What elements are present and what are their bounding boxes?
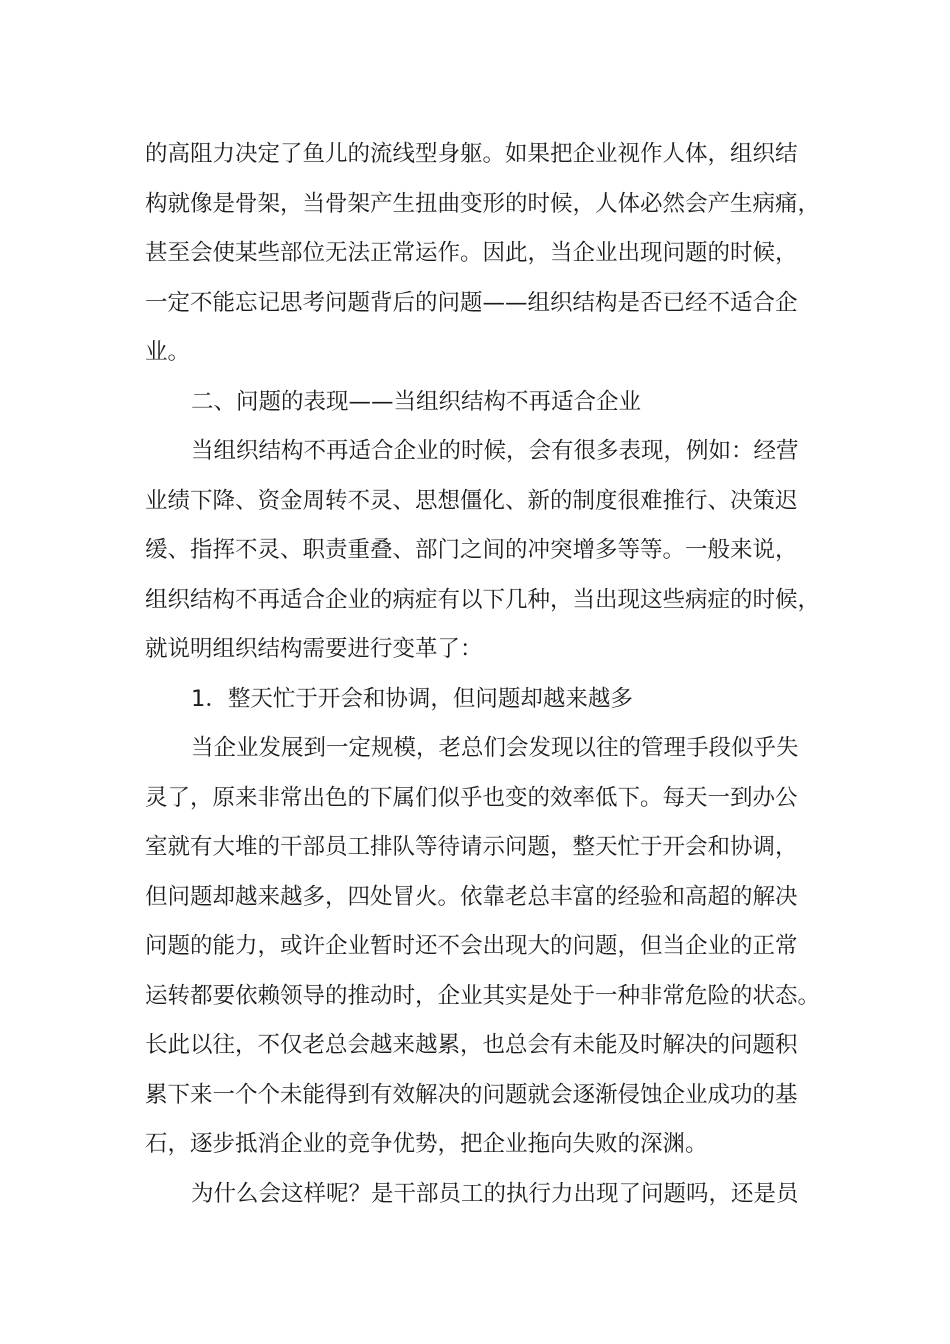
text-line: 石，逐步抵消企业的竞争优势，把企业拖向失败的深渊。 (145, 1131, 708, 1157)
text-line: 但问题却越来越多，四处冒火。依靠老总丰富的经验和高超的解决 (145, 883, 798, 910)
text-line: 为什么会这样呢？是干部员工的执行力出现了问题吗，还是员 (191, 1180, 799, 1207)
text-line: 业。 (145, 339, 191, 365)
text-line: 1．整天忙于开会和协调，但问题却越来越多 (191, 685, 633, 712)
text-line: 业绩下降、资金周转不灵、思想僵化、新的制度很难推行、决策迟 (145, 487, 798, 514)
text-line: 一定不能忘记思考问题背后的问题——组织结构是否已经不适合企 (145, 289, 798, 316)
text-line: 缓、指挥不灵、职责重叠、部门之间的冲突增多等等。一般来说， (145, 537, 798, 563)
text-line: 当组织结构不再适合企业的时候，会有很多表现，例如：经营 (191, 438, 799, 464)
text-line: 构就像是骨架，当骨架产生扭曲变形的时候，人体必然会产生病痛， (145, 190, 821, 217)
text-line: 室就有大堆的干部员工排队等待请示问题，整天忙于开会和协调， (145, 834, 798, 860)
text-line: 就说明组织结构需要进行变革了： (145, 636, 483, 662)
text-line: 组织结构不再适合企业的病症有以下几种，当出现这些病症的时候， (145, 586, 821, 613)
text-line: 长此以往，不仅老总会越来越累，也总会有未能及时解决的问题积 (145, 1032, 798, 1058)
text-line: 灵了，原来非常出色的下属们似乎也变的效率低下。每天一到办公 (145, 784, 798, 811)
text-line: 累下来一个个未能得到有效解决的问题就会逐渐侵蚀企业成功的基 (145, 1081, 798, 1108)
text-line: 问题的能力，或许企业暂时还不会出现大的问题，但当企业的正常 (145, 933, 798, 959)
body-text (145, 130, 821, 1219)
text-line: 运转都要依赖领导的推动时，企业其实是处于一种非常危险的状态。 (145, 982, 821, 1009)
text-line: 二、问题的表现——当组织结构不再适合企业 (191, 388, 642, 415)
text-line: 的高阻力决定了鱼儿的流线型身躯。如果把企业视作人体，组织结 (145, 141, 798, 167)
text-line: 甚至会使某些部位无法正常运作。因此，当企业出现问题的时候， (145, 240, 798, 266)
text-line: 当企业发展到一定规模，老总们会发现以往的管理手段似乎失 (191, 735, 799, 761)
